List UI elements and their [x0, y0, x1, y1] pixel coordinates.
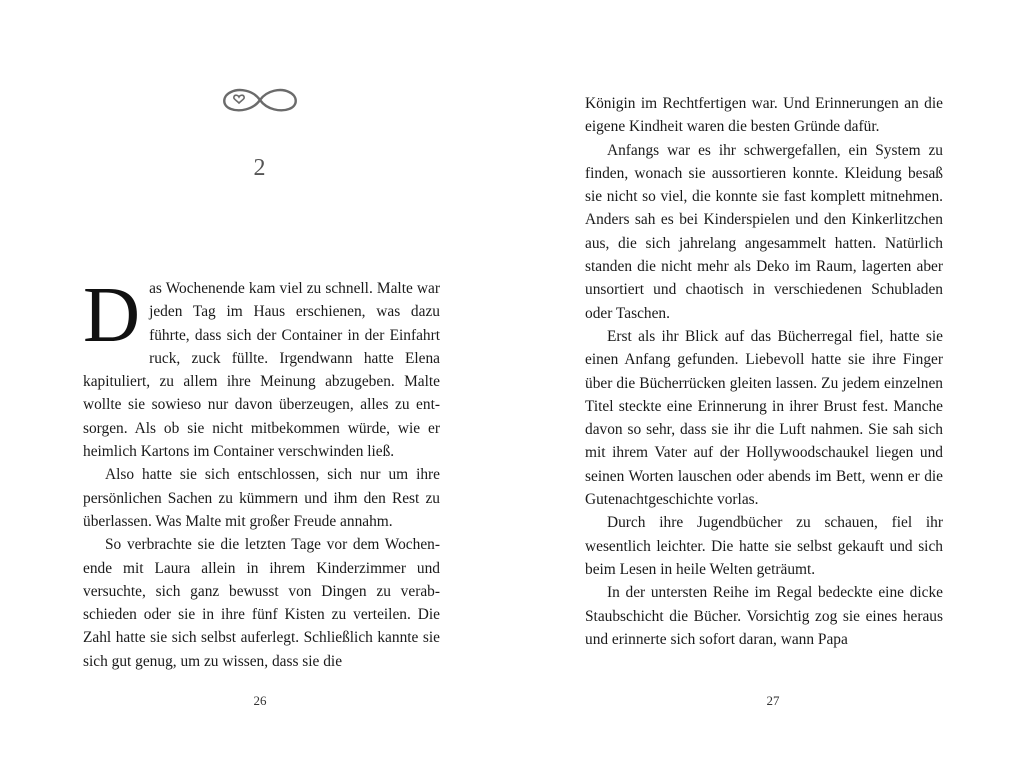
paragraph-text: as Wochenende kam viel zu schnell. Malte war jeden Tag im Haus erschienen, was dazu führte, dass sich der Container in der Einfahrt ruck, zuck füllte. Irgendwann hatte Elena kapituliert, zu allem ihre Meinung abzugeben. Malte wollte sie sowieso nur davon überzeugen, alles zu entsorgen. Als ob sie nicht mitbekommen würde, wie er heimlich Kartons im Container verschwinden ließ. — [83, 280, 440, 461]
paragraph — [83, 272, 440, 463]
paragraph: So verbrachte sie die letzten Tage vor dem Wochenende mit Laura allein in ihrem Kinderzimmer und versuchte, sich ganz bewusst von Dingen zu verabschieden oder sie in ihre fünf Kisten zu verteilen. Die Zahl hatte sie sich selbst auferlegt. Schließlich kannte sie sich gut genug, um zu wissen, dass sie die — [83, 536, 440, 670]
paragraph: In der untersten Reihe im Regal bedeckte eine dicke Staubschicht die Bücher. Vorsichtig zog sie eines heraus und erinnerte sich sofort daran, wann Papa — [585, 584, 943, 648]
paragraph: Also hatte sie sich entschlossen, sich nur um ihre persönlichen Sachen zu kümmern und ihm den Rest zu überlassen. Was Malte mit großer Freude annahm. — [83, 466, 440, 530]
drop-cap: D — [83, 272, 141, 359]
left-body-text — [83, 272, 440, 673]
page-number: 27 — [766, 693, 780, 708]
paragraph: Erst als ihr Blick auf das Bücherregal fiel, hatte sie einen Anfang gefunden. Liebevoll hatte sie ihre Finger über die Bücherrücken gleiten lassen. Zu jedem einzelnen Titel steckte eine Erinnerung in ihrer Brust fest. Manche davon so sehr, dass sie ihr die Luft nahmen. Sie sah sich mit ihrem Vater auf der Hollywoodschaukel liegen und seinen Worten lauschen oder abends im Bett, wenn er die Gutenachtgeschichte vorlas. — [585, 327, 943, 509]
paragraph: Anfangs war es ihr schwergefallen, ein System zu finden, wonach sie aussortieren konnte. Kleidung besaß sie nicht so viel, die konnte sie fast komplett mitnehmen. Anders sah es bei Kinderspielen und den Kinkerlitzchen aus, die sich jahrelang angesammelt hatten. Natürlich standen die nicht mehr als Deko im Raum, lagerten aber unsortiert und chaotisch in verschiedenen Schubladen oder Taschen. — [585, 141, 943, 322]
page-number: 26 — [253, 693, 267, 708]
paragraph: Königin im Rechtfertigen war. Und Erinnerungen an die eigene Kindheit waren die besten Gründe dafür. — [585, 95, 943, 136]
right-body-text — [585, 92, 943, 651]
chapter-number: 2 — [253, 155, 267, 181]
infinity-heart-icon — [219, 86, 301, 114]
paragraph: Durch ihre Jugendbücher zu schauen, fiel ihr wesentlich leichter. Die hatte sie selbst gekauft und sich beim Lesen in heile Welten geträumt. — [585, 514, 943, 578]
right-page — [512, 0, 1024, 778]
